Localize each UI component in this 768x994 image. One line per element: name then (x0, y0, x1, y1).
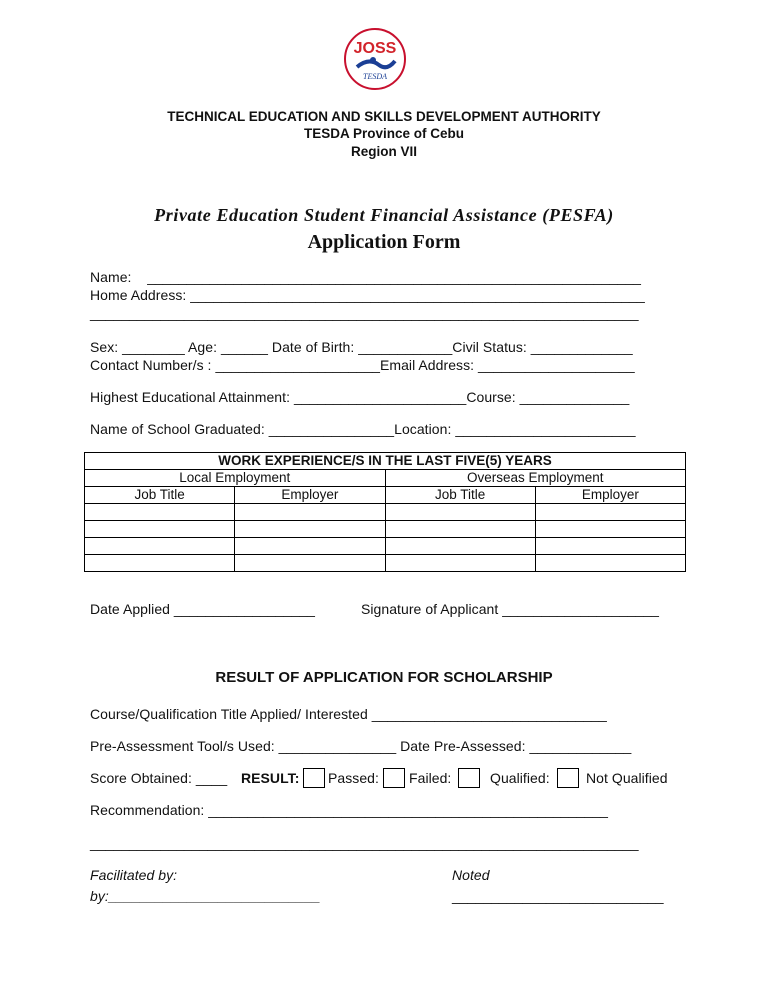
result-label: RESULT: (241, 770, 300, 786)
work-table-title: WORK EXPERIENCE/S IN THE LAST FIVE(5) YEARS (85, 453, 686, 470)
table-cell[interactable] (385, 555, 535, 572)
score-obtained-field[interactable]: Score Obtained: ____ (90, 770, 228, 786)
table-cell[interactable] (85, 538, 235, 555)
sex-age-dob-civil-row[interactable]: Sex: ________ Age: ______ Date of Birth: ____________Civil Status: _____________ (90, 339, 633, 355)
home-address-line2[interactable]: ______________________________________________________________________ (90, 305, 639, 321)
table-cell[interactable] (85, 521, 235, 538)
agency-name: TECHNICAL EDUCATION AND SKILLS DEVELOPMENT AUTHORITY (167, 109, 601, 124)
table-cell[interactable] (385, 504, 535, 521)
column-header: Employer (535, 487, 685, 504)
table-row (85, 555, 686, 572)
pre-assessment-row[interactable]: Pre-Assessment Tool/s Used: _______________ Date Pre-Assessed: _____________ (90, 738, 632, 754)
home-address-field[interactable]: Home Address: __________________________________________________________ (90, 287, 645, 303)
form-title: Application Form (307, 231, 461, 253)
qualified-label: Qualified: (490, 770, 550, 786)
program-title: Private Education Student Financial Assistance (PESFA) (154, 205, 614, 225)
school-location-row[interactable]: Name of School Graduated: ________________Location: _______________________ (90, 421, 636, 437)
failed-label: Failed: (409, 770, 452, 786)
logo-subtext: TESDA (363, 72, 387, 81)
table-cell[interactable] (535, 555, 685, 572)
not-qualified-checkbox[interactable] (557, 768, 579, 788)
table-cell[interactable] (235, 538, 385, 555)
overseas-employment-header: Overseas Employment (385, 470, 686, 487)
column-header: Employer (235, 487, 385, 504)
table-cell[interactable] (385, 538, 535, 555)
table-cell[interactable] (235, 504, 385, 521)
date-applied-field[interactable]: Date Applied __________________ (90, 601, 315, 617)
table-cell[interactable] (235, 555, 385, 572)
failed-checkbox[interactable] (383, 768, 405, 788)
applicant-signature-field[interactable]: Signature of Applicant ____________________ (361, 601, 659, 617)
table-cell[interactable] (385, 521, 535, 538)
facilitated-label: Facilitated by: (90, 867, 178, 883)
tesda-joss-logo (343, 27, 407, 91)
passed-checkbox[interactable] (303, 768, 325, 788)
facilitated-by-field[interactable]: by:___________________________ (90, 888, 321, 904)
table-cell[interactable] (535, 538, 685, 555)
table-row (85, 538, 686, 555)
not-qualified-label: Not Qualified (586, 770, 668, 786)
passed-label: Passed: (328, 770, 379, 786)
education-course-row[interactable]: Highest Educational Attainment: ______________________Course: ______________ (90, 389, 630, 405)
recommendation-field[interactable]: Recommendation: ___________________________________________________ (90, 802, 608, 818)
logo-text: JOSS (353, 40, 397, 57)
table-cell[interactable] (85, 504, 235, 521)
table-cell[interactable] (235, 521, 385, 538)
local-employment-header: Local Employment (85, 470, 386, 487)
province-name: TESDA Province of Cebu (303, 126, 465, 141)
contact-email-row[interactable]: Contact Number/s : _____________________Email Address: ____________________ (90, 357, 635, 373)
table-cell[interactable] (85, 555, 235, 572)
table-row (85, 504, 686, 521)
region-name: Region VII (350, 144, 417, 159)
course-applied-field[interactable]: Course/Qualification Title Applied/ Interested ______________________________ (90, 706, 607, 722)
qualified-checkbox[interactable] (458, 768, 480, 788)
noted-signature-field[interactable]: ___________________________ (452, 888, 664, 904)
table-row (85, 521, 686, 538)
column-header: Job Title (85, 487, 235, 504)
table-cell[interactable] (535, 504, 685, 521)
noted-label: Noted (452, 867, 490, 883)
recommendation-line2[interactable]: ______________________________________________________________________ (90, 835, 639, 851)
result-section-title: RESULT OF APPLICATION FOR SCHOLARSHIP (215, 669, 553, 686)
work-experience-table (84, 452, 686, 572)
column-header: Job Title (385, 487, 535, 504)
name-field[interactable]: Name: _______________________________________________________________ (90, 269, 641, 285)
table-cell[interactable] (535, 521, 685, 538)
